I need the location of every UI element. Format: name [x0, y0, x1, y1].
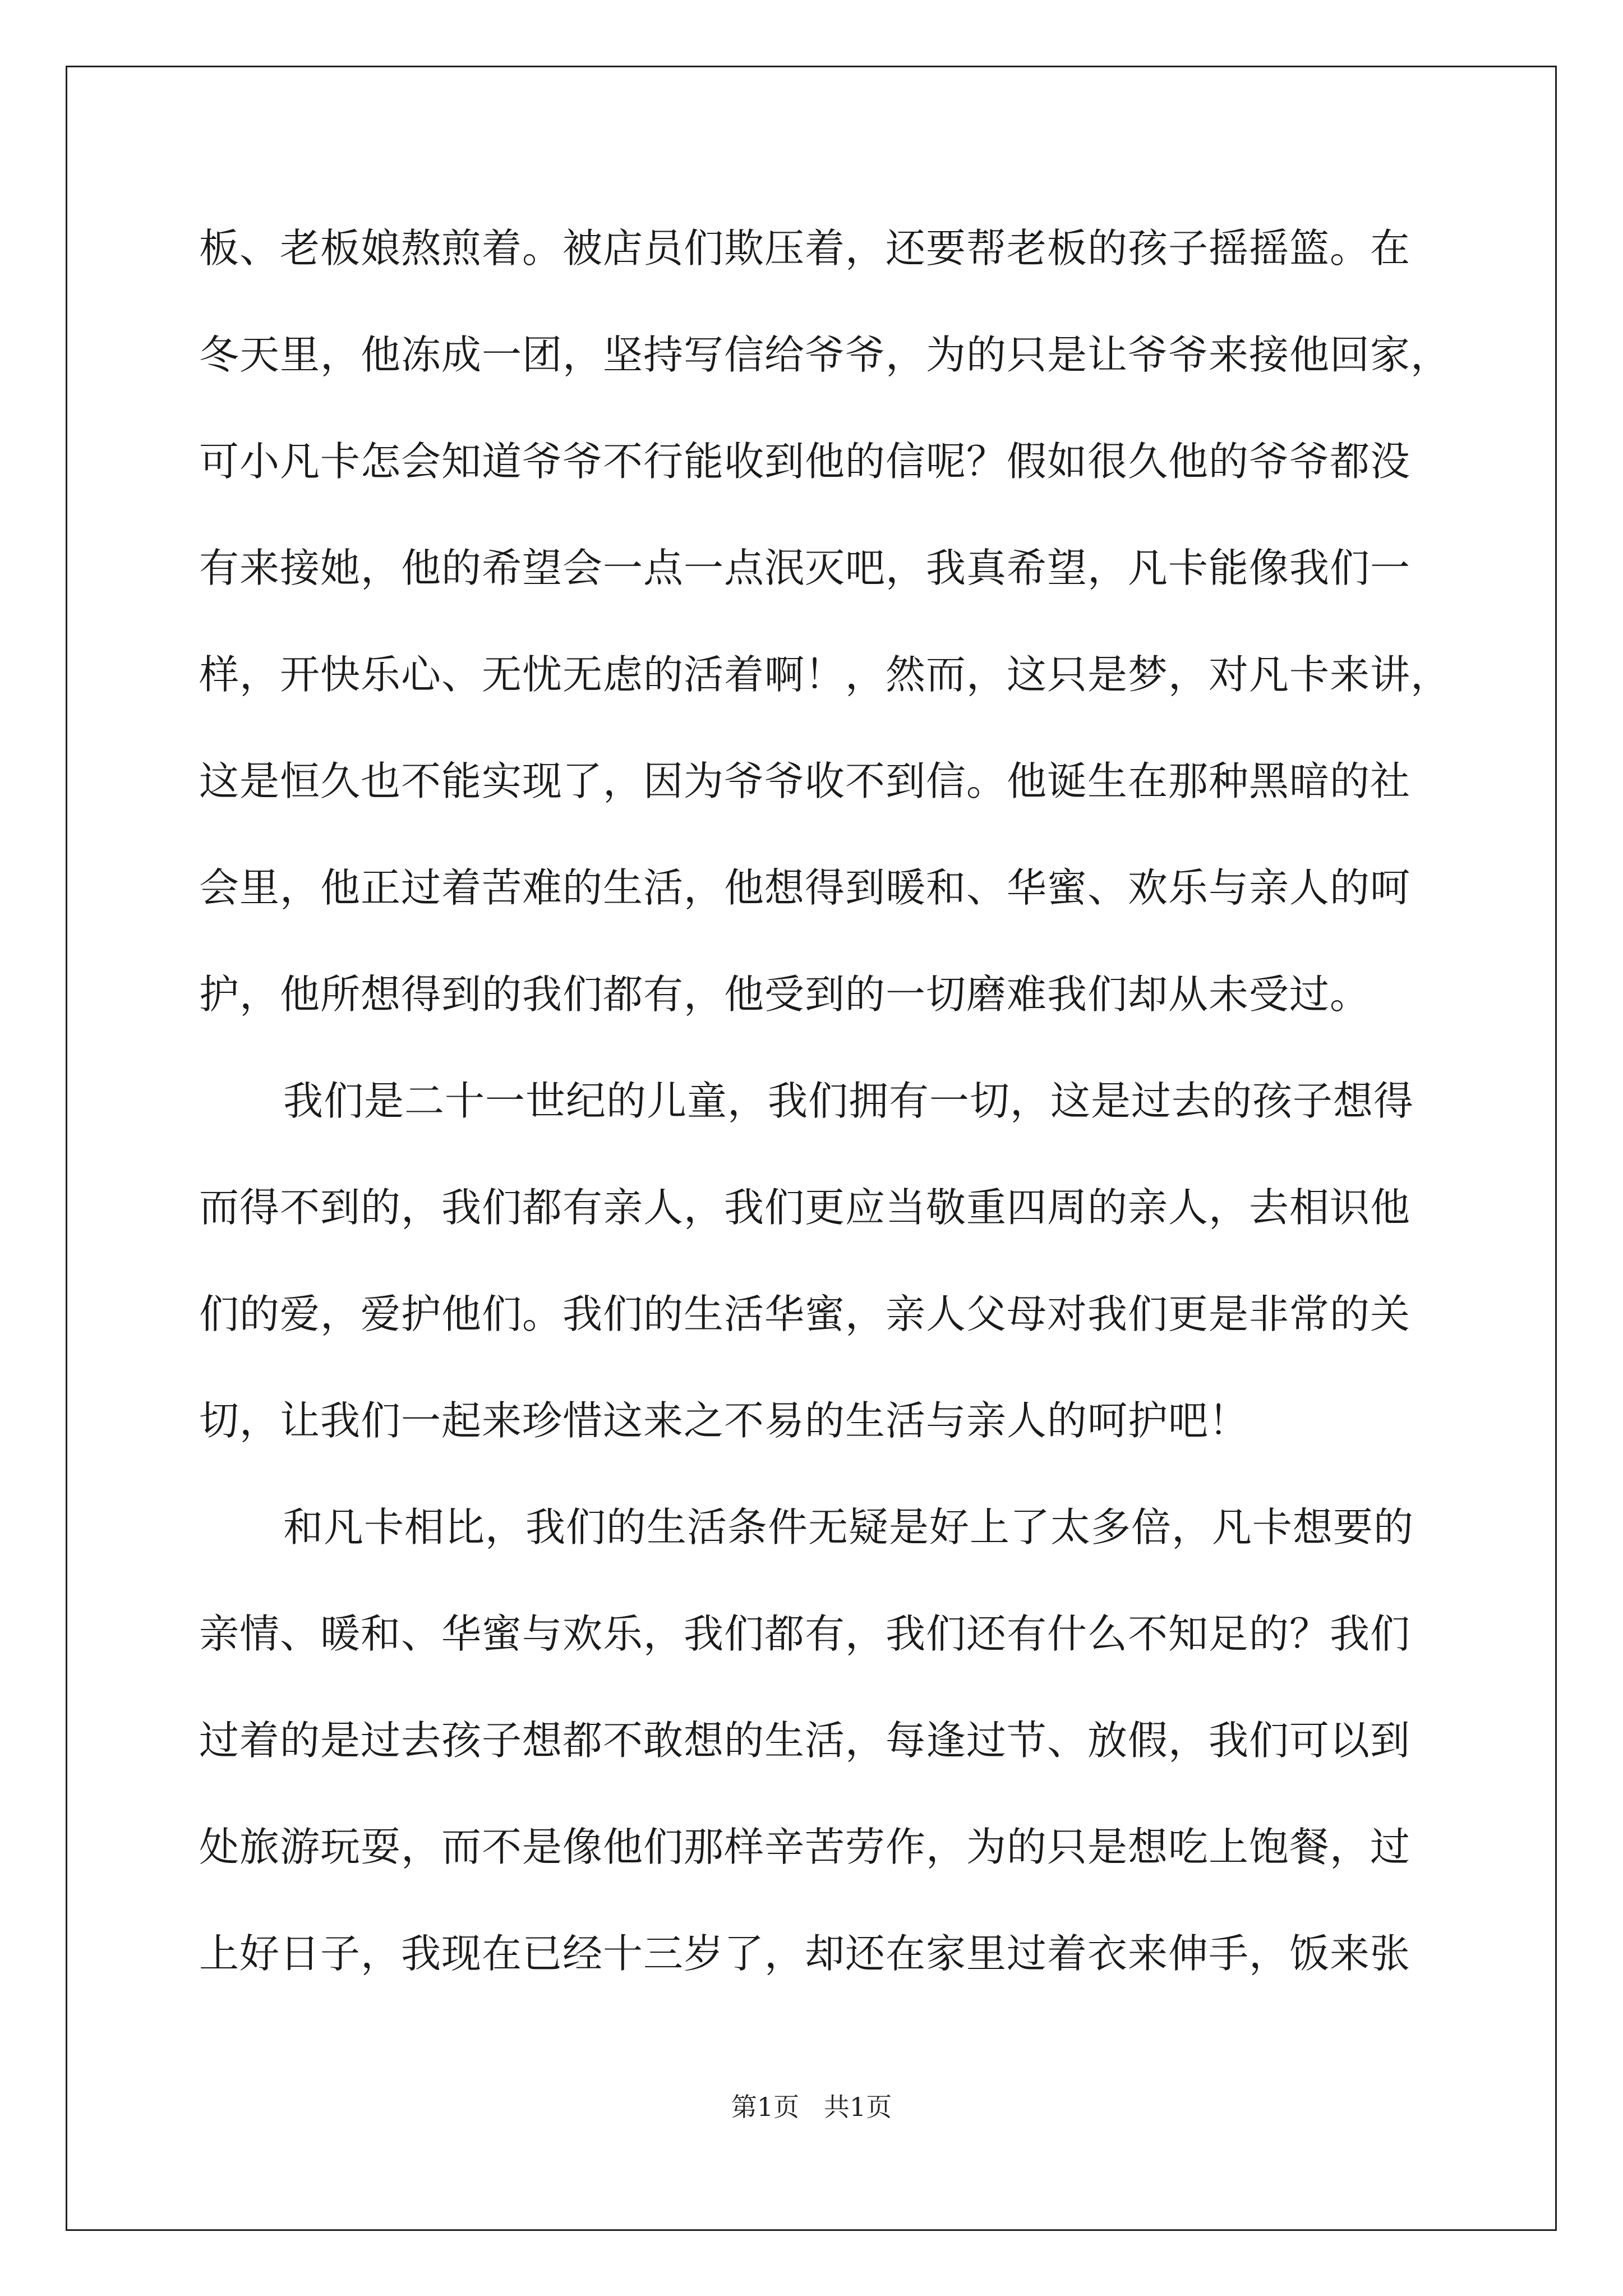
paragraph-first-line: 我们是二十一世纪的儿童，我们拥有一切，这是过去的孩子想得: [283, 1078, 1414, 1124]
text-line: 会里，他正过着苦难的生活，他想得到暖和、华蜜、欢乐与亲人的呵: [199, 864, 1411, 911]
text-line: 冬天里，他冻成一团，坚持写信给爷爷，为的只是让爷爷来接他回家，: [199, 332, 1451, 378]
document-body: [199, 218, 1451, 2030]
text-line: 有来接她，他的希望会一点一点泯灭吧，我真希望，凡卡能像我们一: [199, 545, 1411, 591]
text-line: 上好日子，我现在已经十三岁了，却还在家里过着衣来伸手，饭来张: [199, 1930, 1411, 1977]
text-line: 可小凡卡怎会知道爷爷不行能收到他的信呢？假如很久他的爷爷都没: [199, 438, 1411, 485]
text-line: 而得不到的，我们都有亲人，我们更应当敬重四周的亲人，去相识他: [199, 1184, 1411, 1231]
paragraph-first-line: 和凡卡相比，我们的生活条件无疑是好上了太多倍，凡卡想要的: [283, 1504, 1414, 1550]
text-line: 这是恒久也不能实现了，因为爷爷收不到信。他诞生在那种黑暗的社: [199, 758, 1411, 804]
text-line: 们的爱，爱护他们。我们的生活华蜜，亲人父母对我们更是非常的关: [199, 1291, 1411, 1337]
text-line: 护，他所想得到的我们都有，他受到的一切磨难我们却从未受过。: [199, 971, 1371, 1018]
text-line: 亲情、暖和、华蜜与欢乐，我们都有，我们还有什么不知足的？我们: [199, 1611, 1411, 1657]
text-line: 样，开快乐心、无忧无虑的活着啊！，然而，这只是梦，对凡卡来讲，: [199, 651, 1451, 698]
text-line: 过着的是过去孩子想都不敢想的生活，每逢过节、放假，我们可以到: [199, 1717, 1411, 1764]
text-line: 处旅游玩耍，而不是像他们那样辛苦劳作，为的只是想吃上饱餐，过: [199, 1824, 1411, 1870]
text-line: 板、老板娘熬煎着。被店员们欺压着，还要帮老板的孩子摇摇篮。在: [199, 225, 1411, 272]
page-number-footer: 第1页 共1页: [731, 2092, 892, 2122]
text-line: 切，让我们一起来珍惜这来之不易的生活与亲人的呵护吧！: [199, 1397, 1249, 1444]
